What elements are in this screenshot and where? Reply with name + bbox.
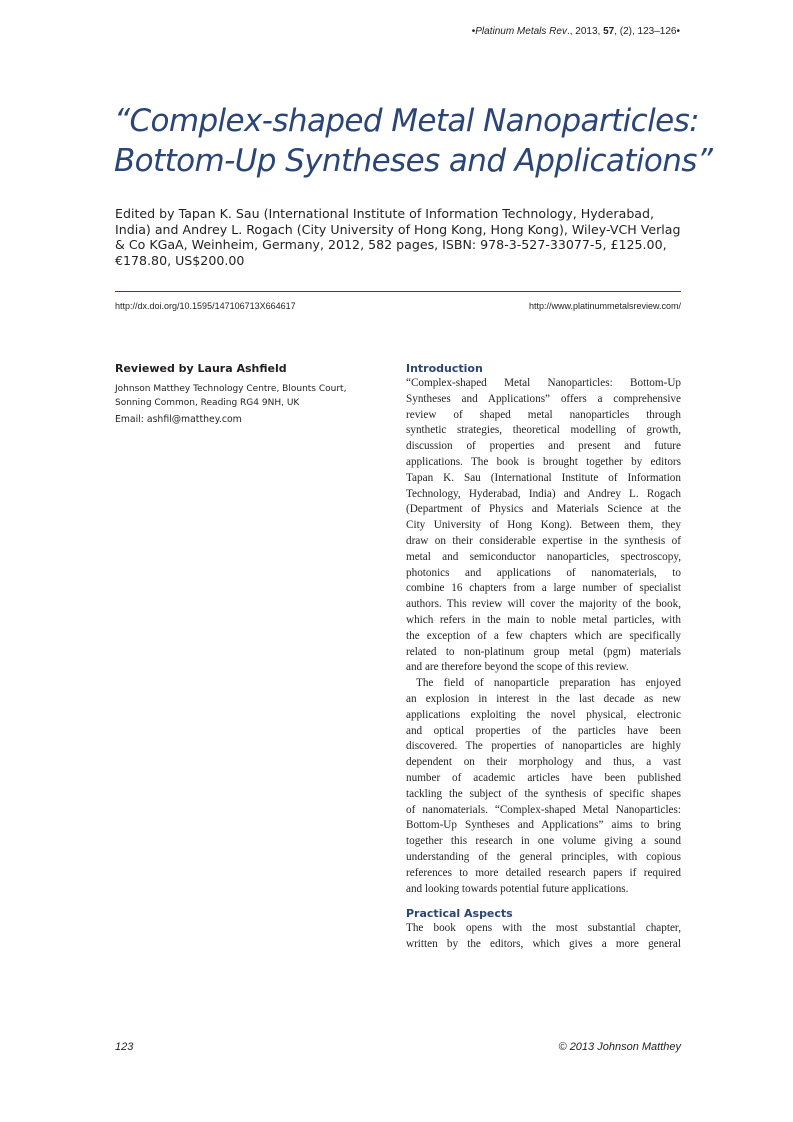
text-line: Tapan K. Sau (International Institute of Information [406, 471, 681, 484]
text-line: the exception of a few chapters which are specifically [406, 629, 681, 642]
journal-reference [472, 26, 680, 37]
text-line: photonics and applications of nanomaterials, to [406, 566, 681, 579]
text-line: and are therefore beyond the scope of this review. [406, 661, 629, 674]
title-line: “Complex-shaped Metal Nanoparticles: [114, 103, 699, 139]
title-line: Bottom-Up Syntheses and Applications” [114, 143, 713, 179]
book-details-line: India) and Andrey L. Rogach (City University of Hong Kong, Hong Kong), Wiley-VCH Verlag [115, 221, 681, 237]
text-line: of nanomaterials. “Complex-shaped Metal Nanoparticles: [406, 803, 681, 816]
text-line: Technology, Hyderabad, India) and Andrey L. Rogach [406, 487, 681, 500]
reviewer-email[interactable]: Email: ashfil@matthey.com [115, 414, 242, 425]
text-line: Syntheses and Applications” offers a comprehensive [406, 392, 681, 405]
text-line: applications exploiting the novel physical, electronic [406, 708, 681, 721]
text-line: discovered. The properties of nanoparticles are highly [406, 740, 681, 753]
text-line: understanding of the general principles, with copious [406, 850, 681, 863]
text-line: (Department of Physics and Materials Science at the [406, 503, 681, 516]
introduction-paragraph-2 [406, 676, 681, 897]
affiliation-line: Sonning Common, Reading RG4 9NH, UK [115, 398, 300, 408]
book-details [115, 206, 685, 268]
book-details-line: €178.80, US$200.00 [115, 252, 245, 268]
book-details-line: Edited by Tapan K. Sau (International Institute of Information Technology, Hyderabad, [115, 206, 655, 221]
text-line: authors. This review will cover the majority of the book, [406, 598, 681, 611]
text-line: tackling the subject of the synthesis of specific shapes [406, 787, 681, 800]
text-line: metal and semiconductor nanoparticles, spectroscopy, [406, 550, 681, 563]
copyright-notice: © 2013 Johnson Matthey [558, 1041, 681, 1053]
practical-paragraph-1 [406, 921, 681, 953]
text-line: discussion of properties and present and future [406, 440, 681, 453]
text-line: together this research in one volume giving a sound [406, 835, 681, 848]
text-line: an explosion in interest in the last decade as new [406, 692, 681, 705]
journal-volume: 57 [603, 26, 615, 37]
text-line: applications. The book is brought together by editors [406, 455, 681, 468]
bullet: • [471, 26, 476, 37]
text-line: “Complex-shaped Metal Nanoparticles: Bottom-Up [406, 377, 681, 389]
website-link[interactable]: http://www.platinummetalsreview.com/ [528, 301, 681, 311]
text-line: review of shaped metal nanoparticles through [406, 408, 681, 421]
reviewer-name: Reviewed by Laura Ashfield [115, 362, 287, 375]
article-body [406, 362, 681, 953]
text-line: The field of nanoparticle preparation has enjoyed [416, 677, 681, 690]
journal-name: Platinum Metals Rev [475, 26, 567, 37]
journal-issue-pages: , (2), 123–126• [614, 26, 680, 37]
journal-year: ., 2013, [566, 26, 604, 37]
affiliation-line: Johnson Matthey Technology Centre, Blounts Court, [115, 384, 347, 394]
book-details-line: & Co KGaA, Weinheim, Germany, 2012, 582 pages, ISBN: 978-3-527-33077-5, £125.00, [115, 237, 667, 252]
article-title [114, 101, 713, 181]
text-line: and optical properties of the particles have been [406, 724, 681, 737]
text-line: synthetic strategies, theoretical modelling of growth, [406, 424, 681, 437]
text-line: which refers in the main to noble metal particles, with [406, 613, 681, 626]
text-line: references to more detailed research papers if required [406, 866, 681, 879]
text-line: related to non-platinum group metal (pgm) materials [406, 645, 681, 658]
section-spacer [406, 897, 681, 907]
page-number: 123 [115, 1041, 134, 1053]
reviewer-block [115, 362, 375, 425]
header-divider [115, 291, 681, 292]
text-line: written by the editors, which gives a more general [406, 938, 681, 951]
text-line: Bottom-Up Syntheses and Applications” aims to bring [406, 819, 681, 832]
text-line: draw on their considerable expertise in the synthesis of [406, 534, 681, 547]
text-line: City University of Hong Kong). Between them, they [406, 519, 681, 532]
text-line: and looking towards potential future applications. [406, 882, 629, 895]
section-heading-practical-aspects: Practical Aspects [406, 907, 513, 921]
reviewer-affiliation [115, 382, 375, 410]
text-line: number of academic articles have been published [406, 771, 681, 784]
introduction-paragraph-1 [406, 376, 681, 676]
section-heading-introduction: Introduction [406, 362, 483, 375]
text-line: dependent on their morphology and thus, a vast [406, 756, 681, 769]
doi-link[interactable]: http://dx.doi.org/10.1595/147106713X664617 [115, 301, 296, 311]
text-line: The book opens with the most substantial chapter, [406, 922, 681, 935]
text-line: combine 16 chapters from a large number of specialist [406, 582, 681, 595]
